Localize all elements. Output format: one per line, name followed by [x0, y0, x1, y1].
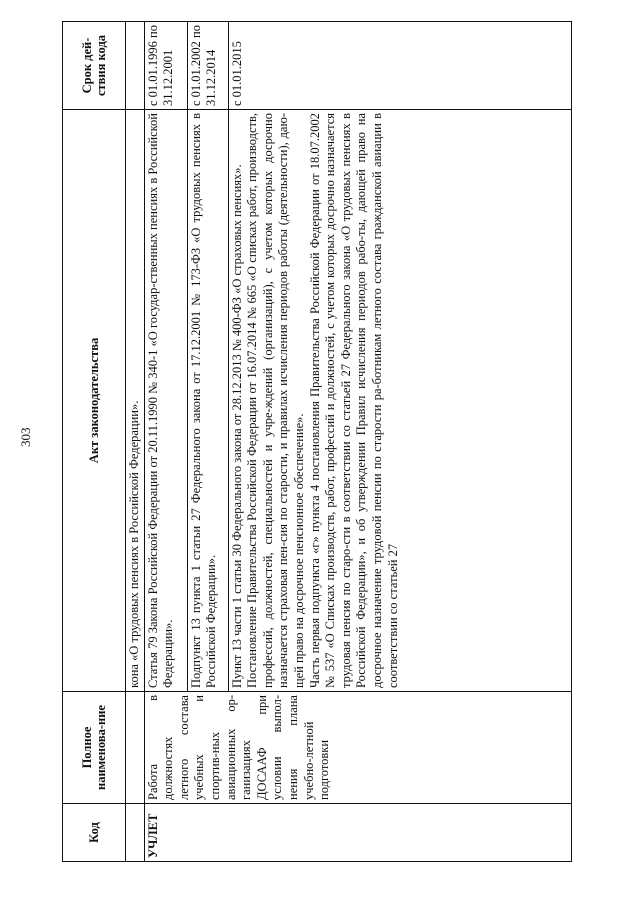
cell-name-empty [126, 692, 145, 804]
cell-act-continued: кона «О трудовых пенсиях в Российской Федерации». [126, 110, 145, 692]
act-paragraph: Пункт 13 части 1 статьи 30 Федерального закона от 28.12.2013 № 400-ФЗ «О страховых пенсиях». [229, 164, 244, 688]
act-paragraph: Часть первая подпункта «г» пункта 4 постановления Правительства Российской Федерации от 18.07.2002 № 537 «О Списках производств, работ, профессий и должностей, с учетом которых досрочно назначается трудовая пенсия по старо-сти в соответствии со статьей 27 Федерального закона «О трудовых пенсиях в Российской Федерации», и об утверждении Правил исчисления периодов рабо-ты, дающей право на досрочное назначение трудовой пенсии по старости ра-ботникам летного состава гражданской авиации в соответствии со статьей 27 [307, 113, 400, 688]
cell-term: с 01.01.2015 [228, 22, 571, 110]
header-act: Акт законодательства [63, 110, 126, 692]
cell-code: УЧЛЕТ [144, 804, 571, 862]
cell-term-empty [126, 22, 145, 110]
cell-act-multi [228, 110, 571, 692]
cell-term: с 01.01.2002 по 31.12.2014 [187, 22, 228, 110]
act-paragraph: Постановление Правительства Российской Федерации от 16.07.2014 № 665 «О списках работ, производств, профессий, должностей, специальностей и учре-ждений (организаций), с учетом которых досрочно назначается страховая пен-сия по старости, и правилах исчисления периодов работы (деятельности), даю-щей право на досрочное пенсионное обеспечение». [245, 113, 306, 688]
cell-act: Подпункт 13 пункта 1 статьи 27 Федерального закона от 17.12.2001 № 173-ФЗ «О трудовых пенсиях в Российской Федерации». [187, 110, 228, 692]
cell-code-empty [126, 804, 145, 862]
cell-full-name: Работа в должностях летного состава учебных и спортив-ных авиационных ор-ганизациях ДОСААФ при условии выпол-нения плана учебно-летной подготовки [144, 692, 571, 804]
table-header-row [63, 22, 126, 862]
cell-act: Статья 79 Закона Российской Федерации от 20.11.1990 № 340-1 «О государ-ственных пенсиях в Российской Федерации». [144, 110, 187, 692]
legislation-table [62, 21, 572, 862]
header-term: Срок дей-ствия кода [63, 22, 126, 110]
page-number: 303 [18, 427, 33, 447]
header-full-name: Полное наименова-ние [63, 692, 126, 804]
header-code: Код [63, 804, 126, 862]
table-row-continued [126, 22, 145, 862]
rotated-page [62, 22, 632, 862]
table-row [144, 22, 187, 862]
cell-term: с 01.01.1996 по 31.12.2001 [144, 22, 187, 110]
